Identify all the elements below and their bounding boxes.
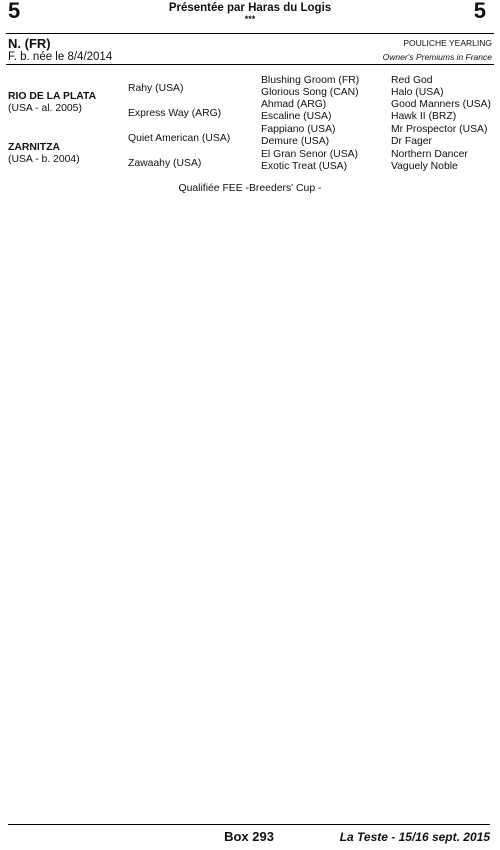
gen3-3: Ahmad (ARG) (261, 99, 327, 110)
gen4-5: Mr Prospector (USA) (391, 124, 488, 135)
grandsire-4: Zawaahy (USA) (128, 158, 202, 169)
owners-premiums: Owner's Premiums in France (382, 52, 492, 62)
gen3-4: Escaline (USA) (261, 111, 332, 122)
gen3-8: Exotic Treat (USA) (261, 161, 348, 172)
gen4-8: Vaguely Noble (391, 161, 458, 172)
grandsire-1: Rahy (USA) (128, 83, 184, 94)
gen3-6: Demure (USA) (261, 136, 330, 147)
presented-by: Présentée par Haras du Logis (168, 2, 332, 14)
horse-birth: F. b. née le 8/4/2014 (8, 51, 113, 63)
pedigree-table (6, 73, 494, 175)
dam-name: ZARNITZA (8, 142, 60, 153)
gen4-2: Halo (USA) (391, 87, 444, 98)
gen3-7: El Gran Senor (USA) (261, 149, 359, 160)
lot-number-left: 5 (8, 0, 21, 23)
sale-venue: La Teste - 15/16 sept. 2015 (339, 830, 490, 844)
horse-name: N. (FR) (8, 36, 51, 51)
qualification-line: Qualifiée FEE -Breeders' Cup - (178, 183, 322, 194)
lot-number-right: 5 (473, 0, 486, 23)
gen3-2: Glorious Song (CAN) (261, 87, 359, 98)
sire-info: (USA - al. 2005) (8, 103, 82, 114)
gen4-1: Red God (391, 75, 433, 86)
box-number: Box 293 (224, 829, 274, 844)
gen3-5: Fappiano (USA) (261, 124, 336, 135)
gen4-3: Good Manners (USA) (391, 99, 491, 110)
stars: *** (244, 14, 256, 24)
gen3-1: Blushing Groom (FR) (261, 75, 360, 86)
grandsire-3: Quiet American (USA) (128, 133, 231, 144)
page-footer (8, 824, 490, 844)
gen4-7: Northern Dancer (391, 149, 468, 160)
sex-age: POULICHE YEARLING (403, 38, 492, 48)
gen4-4: Hawk II (BRZ) (391, 111, 457, 122)
sire-name: RIO DE LA PLATA (8, 91, 97, 102)
dam-info: (USA - b. 2004) (8, 154, 80, 165)
horse-header (6, 33, 494, 65)
gen4-6: Dr Fager (391, 136, 432, 147)
grandsire-2: Express Way (ARG) (128, 108, 222, 119)
